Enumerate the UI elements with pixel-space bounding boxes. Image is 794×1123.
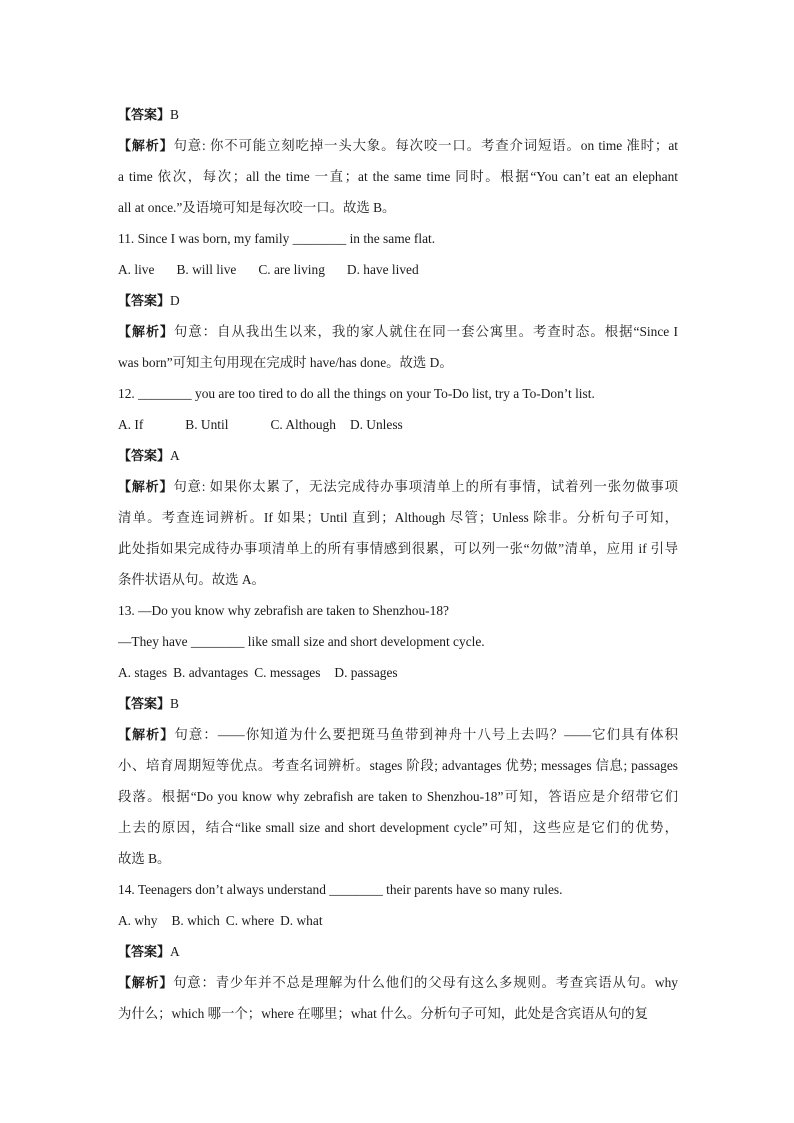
analysis-text: 句意：——你知道为什么要把斑马鱼带到神舟十八号上去吗？——它们具有体积 [174,727,678,742]
analysis-text: 为什么；which 哪一个；where 在哪里；what 什么。分析句子可知，此处是含宾语从句的复 [118,1006,649,1021]
answer-line [118,688,678,719]
question-text: 12. ________ you are too tired to do all the things on your To-Do list, try a To-Don’t list. [118,386,595,401]
analysis-line [118,967,678,998]
analysis-line [118,719,678,750]
analysis-line [118,347,678,378]
answer-line [118,440,678,471]
analysis-line [118,781,678,812]
analysis-paragraph [118,316,678,378]
option-item: A. If [118,417,144,432]
option-item: D. have lived [346,262,419,277]
answer-value: A [170,944,180,959]
analysis-line [118,192,678,223]
options-row [118,905,678,936]
option-item: D. what [280,913,323,928]
answer-label: 【答案】 [118,945,171,960]
analysis-label: 【解析】 [118,976,174,991]
answer-line [118,99,678,130]
analysis-text: 故选 B。 [118,851,171,866]
option-item: A. live [118,262,155,277]
analysis-label: 【解析】 [118,480,174,495]
analysis-line [118,998,678,1029]
option-item: B. Until [185,417,229,432]
analysis-paragraph [118,130,678,223]
analysis-line [118,750,678,781]
analysis-text: a time 依次，每次；all the time 一直；at the same time 同时。根据“You can’t eat an elephant [118,169,678,184]
analysis-text: 句意：青少年并不总是理解为什么他们的父母有这么多规则。考查宾语从句。why [173,975,678,990]
option-item: B. advantages [173,665,249,680]
analysis-line [118,471,678,502]
option-item: C. Although [270,417,336,432]
analysis-text: all at once.”及语境可知是每次咬一口。故选 B。 [118,200,396,215]
option-item: A. why [118,913,158,928]
question-text: —They have ________ like small size and short development cycle. [118,634,485,649]
analysis-line [118,533,678,564]
question-text: 14. Teenagers don’t always understand ________ their parents have so many rules. [118,882,563,897]
answer-label: 【答案】 [118,697,171,712]
analysis-text: 条件状语从句。故选 A。 [118,572,265,587]
analysis-line [118,843,678,874]
analysis-line [118,564,678,595]
question-text: 13. —Do you know why zebrafish are taken to Shenzhou-18? [118,603,449,618]
answer-value: B [170,107,179,122]
answer-value: B [170,696,179,711]
option-item: C. messages [254,665,321,680]
option-item: A. stages [118,665,168,680]
analysis-text: was born”可知主句用现在完成时 have/has done。故选 D。 [118,355,453,370]
options-row [118,409,678,440]
analysis-label: 【解析】 [118,325,174,340]
analysis-line [118,161,678,192]
analysis-text: 上去的原因，结合“like small size and short development cycle”可知，这些应是它们的优势， [118,820,678,835]
answer-value: D [170,293,180,308]
analysis-label: 【解析】 [118,139,174,154]
options-row [118,657,678,688]
option-item: C. where [225,913,275,928]
option-item: B. will live [176,262,237,277]
answer-label: 【答案】 [118,108,171,123]
analysis-label: 【解析】 [118,728,175,743]
option-item: C. are living [258,262,325,277]
analysis-text: 句意：自从我出生以来，我的家人就住在同一套公寓里。考查时态。根据“Since I [173,324,678,339]
answer-line [118,936,678,967]
analysis-line [118,502,678,533]
analysis-paragraph [118,967,678,1029]
question-text: 11. Since I was born, my family ________ in the same flat. [118,231,436,246]
answer-label: 【答案】 [118,294,171,309]
analysis-line [118,316,678,347]
answer-line [118,285,678,316]
answer-value: A [170,448,180,463]
analysis-paragraph [118,719,678,874]
analysis-line [118,130,678,161]
option-item: D. Unless [349,417,403,432]
document-page [118,99,678,1029]
analysis-text: 此处指如果完成待办事项清单上的所有事情感到很累，可以列一张“勿做”清单，应用 if 引导 [118,541,678,556]
answer-label: 【答案】 [118,449,171,464]
analysis-text: 清单。考查连词辨析。If 如果；Until 直到；Although 尽管；Unless 除非。分析句子可知， [118,510,678,525]
analysis-text: 段落。根据“Do you know why zebrafish are taken to Shenzhou-18”可知，答语应是介绍带它们 [118,789,678,804]
analysis-text: 句意: 如果你太累了，无法完成待办事项清单上的所有事情，试着列一张勿做事项 [173,479,678,494]
option-item: D. passages [334,665,398,680]
analysis-paragraph [118,471,678,595]
analysis-text: 小、培育周期短等优点。考查名词辨析。stages 阶段; advantages 优势; messages 信息; passages [118,758,678,773]
option-item: B. which [171,913,220,928]
analysis-line [118,812,678,843]
analysis-text: 句意: 你不可能立刻吃掉一头大象。每次咬一口。考查介词短语。on time 准时；at [173,138,678,153]
options-row [118,254,678,285]
